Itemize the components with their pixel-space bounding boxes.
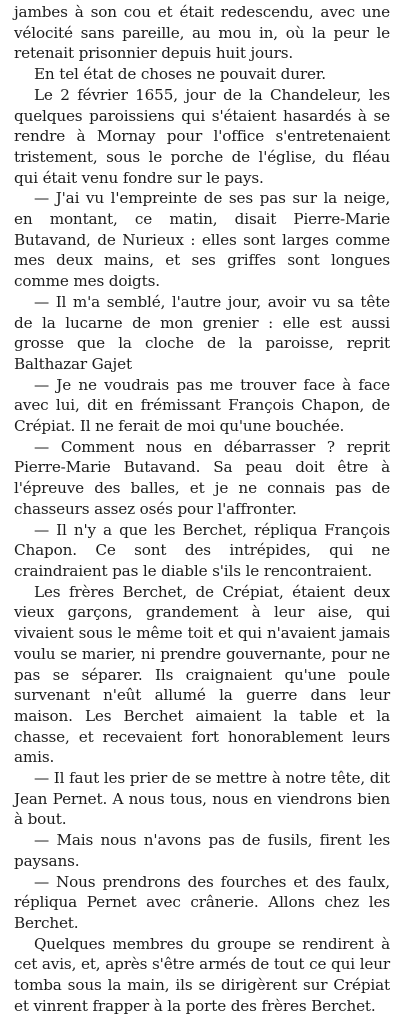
dialogue-paragraph	[14, 830, 390, 871]
paragraph-text: — Comment nous en débarrasser ? reprit Pierre-Marie Butavand. Sa peau doit être à l'épreuve des balles, et je ne connais pas de chasseurs assez osés pour l'affronter.	[14, 437, 390, 518]
paragraph	[14, 64, 390, 85]
paragraph-text: Les frères Berchet, de Crépiat, étaient deux vieux garçons, grandement à leur aise, qui vivaient sous le même toit et qui n'avaient jamais voulu se marier, ni prendre gouvernante, pour ne pas se séparer. Ils craignaient qu'une poule survenant n'eût allumé la guerre dans leur maison. Les Berchet aimaient la table et la chasse, et recevaient fort honorablement leurs amis.	[14, 582, 390, 767]
paragraph-text: Le 2 février 1655, jour de la Chandeleur, les quelques paroissiens qui s'étaient hasardés à se rendre à Mornay pour l'office s'entretenaient tristement, sous le porche de l'église, du fléau qui était venu fondre sur le pays.	[14, 85, 390, 187]
paragraph	[14, 582, 390, 768]
paragraph-continuation	[14, 2, 390, 64]
dialogue-paragraph	[14, 520, 390, 582]
paragraph	[14, 934, 390, 1016]
dialogue-paragraph	[14, 375, 390, 437]
paragraph-text: jambes à son cou et était redescendu, avec une vélocité sans pareille, au mou in, où la peur le retenait prisonnier depuis huit jours.	[14, 3, 390, 63]
paragraph-text: — Il n'y a que les Berchet, répliqua François Chapon. Ce sont des intrépides, qui ne craindraient pas le diable s'ils le rencontraient.	[14, 520, 390, 580]
dialogue-paragraph	[14, 768, 390, 830]
paragraph-text: — Je ne voudrais pas me trouver face à face avec lui, dit en frémissant François Chapon, de Crépiat. Il ne ferait de moi qu'une bouchée.	[14, 375, 390, 436]
dialogue-paragraph	[14, 872, 390, 934]
dialogue-paragraph	[14, 437, 390, 520]
paragraph-text: — Il m'a semblé, l'autre jour, avoir vu sa tête de la lucarne de mon grenier : elle est aussi grosse que la cloche de la paroisse, reprit Balthazar Gajet	[14, 292, 390, 373]
paragraph-text: — Mais nous n'avons pas de fusils, firent les paysans.	[14, 831, 390, 870]
paragraph	[14, 85, 390, 189]
paragraph-text: — Nous prendrons des fourches et des faulx, répliqua Pernet avec crânerie. Allons chez les Berchet.	[14, 872, 390, 932]
paragraph-text: En tel état de choses ne pouvait durer.	[34, 65, 326, 84]
paragraph-text: — J'ai vu l'empreinte de ses pas sur la neige, en montant, ce matin, disait Pierre-Marie Butavand, de Nurieux : elles sont larges comme mes deux mains, et ses griffes sont longues comme mes doigts.	[14, 189, 390, 291]
paragraph-text: Quelques membres du groupe se rendirent à cet avis, et, après s'être armés de tout ce qui leur tomba sous la main, ils se dirigèrent sur Crépiat et vinrent frapper à la porte des frères Berchet.	[14, 934, 390, 1015]
dialogue-paragraph	[14, 292, 390, 375]
dialogue-paragraph	[14, 188, 390, 292]
paragraph-text: — Il faut les prier de se mettre à notre tête, dit Jean Pernet. A nous tous, nous en viendrons bien à bout.	[14, 769, 390, 829]
